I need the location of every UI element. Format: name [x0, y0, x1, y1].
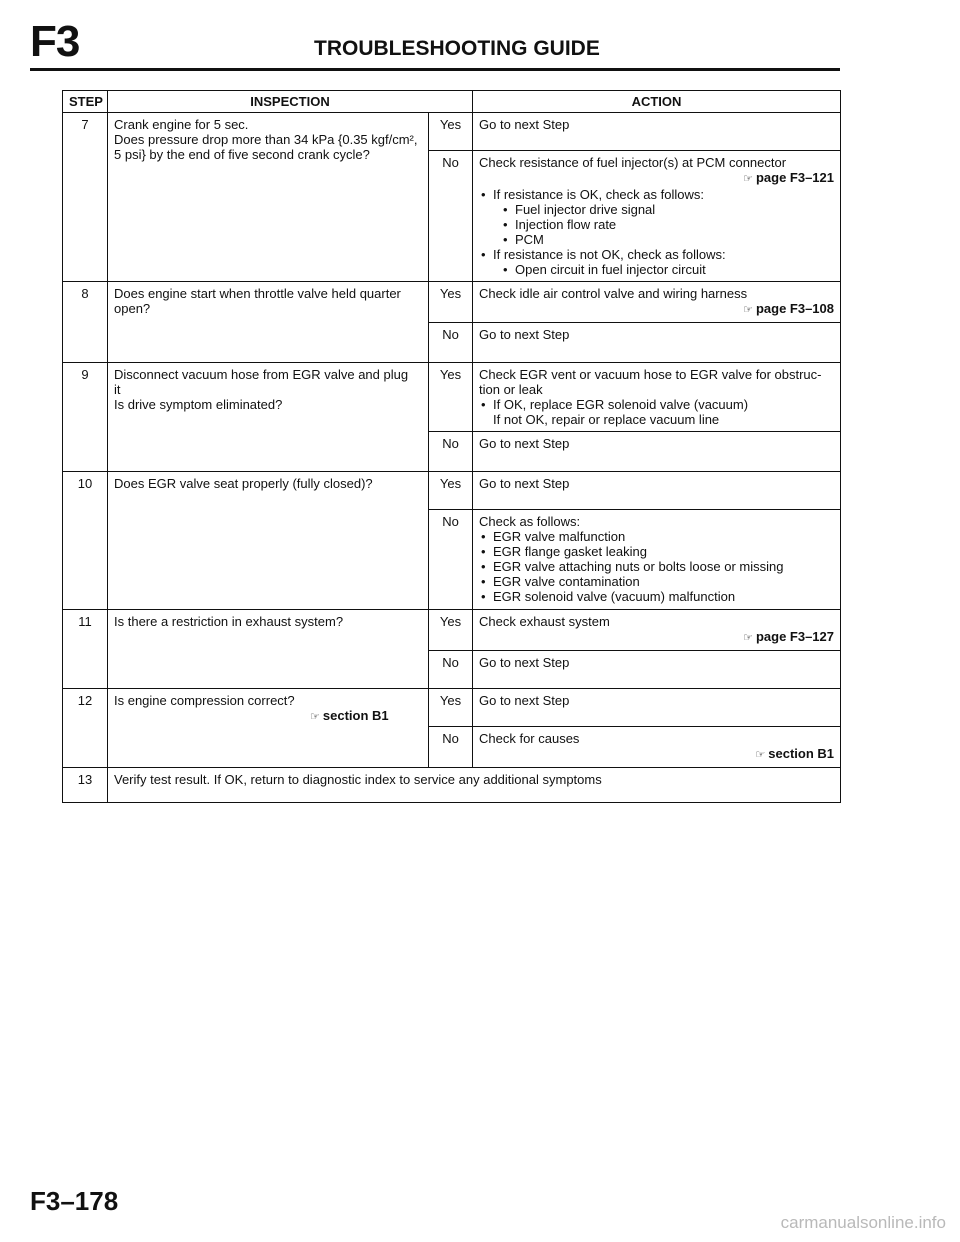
column-header-inspection: INSPECTION — [108, 91, 473, 113]
page-reference — [479, 746, 834, 763]
action-text: Check for causes — [479, 731, 580, 746]
action-text: Check resistance of fuel injector(s) at PCM connector — [479, 155, 787, 170]
inspection-line: Is engine compression correct? — [114, 693, 295, 708]
inspection-cell — [108, 282, 429, 363]
table-row — [63, 689, 841, 727]
inspection-cell — [108, 472, 429, 610]
no-action: Go to next Step — [473, 651, 841, 689]
inspection-line: open? — [114, 301, 151, 316]
troubleshooting-table — [62, 90, 841, 803]
inspection-line: Does engine start when throttle valve held quarter — [114, 286, 401, 301]
pointing-hand-icon: ☞ — [743, 304, 753, 316]
inspection-line: Is there a restriction in exhaust system? — [114, 614, 344, 629]
reference-text: section B1 — [322, 708, 389, 723]
inspection-line: Disconnect vacuum hose from EGR valve and plug — [114, 367, 409, 382]
column-header-action: ACTION — [473, 91, 841, 113]
column-header-step: STEP — [63, 91, 108, 113]
yes-label: Yes — [429, 282, 473, 323]
bullet-item: • EGR valve malfunction — [479, 529, 834, 544]
inspection-line: it — [114, 382, 121, 397]
bullet-list — [479, 247, 834, 262]
inspection-cell — [108, 689, 429, 768]
sub-bullet-item: • Injection flow rate — [479, 217, 834, 232]
yes-label: Yes — [429, 610, 473, 651]
sub-bullet-list — [479, 202, 834, 247]
page-reference — [114, 708, 422, 725]
bullet-item: • If OK, replace EGR solenoid valve (vacuum) — [479, 397, 834, 412]
step-number: 13 — [63, 768, 108, 803]
action-text: Check exhaust system — [479, 614, 610, 629]
yes-action — [473, 282, 841, 323]
yes-action — [473, 363, 841, 432]
no-label: No — [429, 651, 473, 689]
no-label: No — [429, 727, 473, 768]
yes-label: Yes — [429, 113, 473, 151]
header-rule — [30, 68, 840, 71]
no-action — [473, 510, 841, 610]
yes-action: Go to next Step — [473, 113, 841, 151]
table-header-row — [63, 91, 841, 113]
page-reference — [479, 629, 834, 646]
step-number: 8 — [63, 282, 108, 363]
page-reference — [479, 301, 834, 318]
yes-action: Go to next Step — [473, 472, 841, 510]
inspection-cell — [108, 363, 429, 472]
inspection-line: Does pressure drop more than 34 kPa {0.35 kgf/cm², — [114, 132, 418, 147]
pointing-hand-icon: ☞ — [743, 173, 753, 185]
yes-action: Go to next Step — [473, 689, 841, 727]
section-code: F3 — [30, 17, 80, 66]
table-row — [63, 282, 841, 323]
pointing-hand-icon: ☞ — [755, 749, 766, 761]
no-label: No — [429, 151, 473, 282]
pointing-hand-icon: ☞ — [743, 632, 753, 644]
step-number: 11 — [63, 610, 108, 689]
inspection-line: Does EGR valve seat properly (fully closed)? — [114, 476, 373, 491]
bullet-item: • EGR valve attaching nuts or bolts loose or missing — [479, 559, 834, 574]
no-action: Go to next Step — [473, 323, 841, 363]
yes-label: Yes — [429, 689, 473, 727]
step-number: 10 — [63, 472, 108, 610]
reference-text: page F3–127 — [755, 629, 834, 644]
step-number: 12 — [63, 689, 108, 768]
table-row — [63, 113, 841, 151]
reference-text: page F3–108 — [755, 301, 834, 316]
bullet-item: • If resistance is not OK, check as follows: — [479, 247, 834, 262]
yes-label: Yes — [429, 363, 473, 432]
step-number: 9 — [63, 363, 108, 472]
no-action: Go to next Step — [473, 432, 841, 472]
sub-bullet-item: • Fuel injector drive signal — [479, 202, 834, 217]
table-row — [63, 610, 841, 651]
table-row — [63, 472, 841, 510]
sub-bullet-item: • Open circuit in fuel injector circuit — [479, 262, 834, 277]
reference-text: page F3–121 — [755, 170, 834, 185]
action-text: Check EGR vent or vacuum hose to EGR valve for obstruc- — [479, 367, 822, 382]
bullet-item: • If resistance is OK, check as follows: — [479, 187, 834, 202]
no-action — [473, 727, 841, 768]
final-step-text: Verify test result. If OK, return to diagnostic index to service any additional symptoms — [108, 768, 841, 803]
page-number: F3–178 — [30, 1186, 119, 1216]
reference-text: section B1 — [768, 746, 834, 761]
no-label: No — [429, 510, 473, 610]
action-text: Check as follows: — [479, 514, 581, 529]
inspection-line: Crank engine for 5 sec. — [114, 117, 249, 132]
bullet-item: • EGR valve contamination — [479, 574, 834, 589]
table-row — [63, 363, 841, 432]
inspection-cell — [108, 610, 429, 689]
bullet-item: • EGR flange gasket leaking — [479, 544, 834, 559]
inspection-cell — [108, 113, 429, 282]
sub-bullet-list — [479, 262, 834, 277]
table-row — [63, 768, 841, 803]
sub-bullet-item: • PCM — [479, 232, 834, 247]
no-label: No — [429, 323, 473, 363]
no-action — [473, 151, 841, 282]
inspection-line: 5 psi} by the end of five second crank cycle? — [114, 147, 370, 162]
yes-action — [473, 610, 841, 651]
page-title: TROUBLESHOOTING GUIDE — [314, 37, 600, 60]
watermark: carmanualsonline.info — [780, 1213, 946, 1232]
inspection-line: Is drive symptom eliminated? — [114, 397, 283, 412]
bullet-list — [479, 397, 834, 412]
action-text: Check idle air control valve and wiring harness — [479, 286, 748, 301]
no-label: No — [429, 432, 473, 472]
pointing-hand-icon: ☞ — [310, 711, 320, 723]
yes-label: Yes — [429, 472, 473, 510]
page-reference — [479, 170, 834, 187]
bullet-list — [479, 529, 834, 604]
action-text: If not OK, repair or replace vacuum line — [493, 412, 720, 427]
bullet-item: • EGR solenoid valve (vacuum) malfunction — [479, 589, 834, 604]
step-number: 7 — [63, 113, 108, 282]
bullet-list — [479, 187, 834, 202]
action-text: tion or leak — [479, 382, 543, 397]
